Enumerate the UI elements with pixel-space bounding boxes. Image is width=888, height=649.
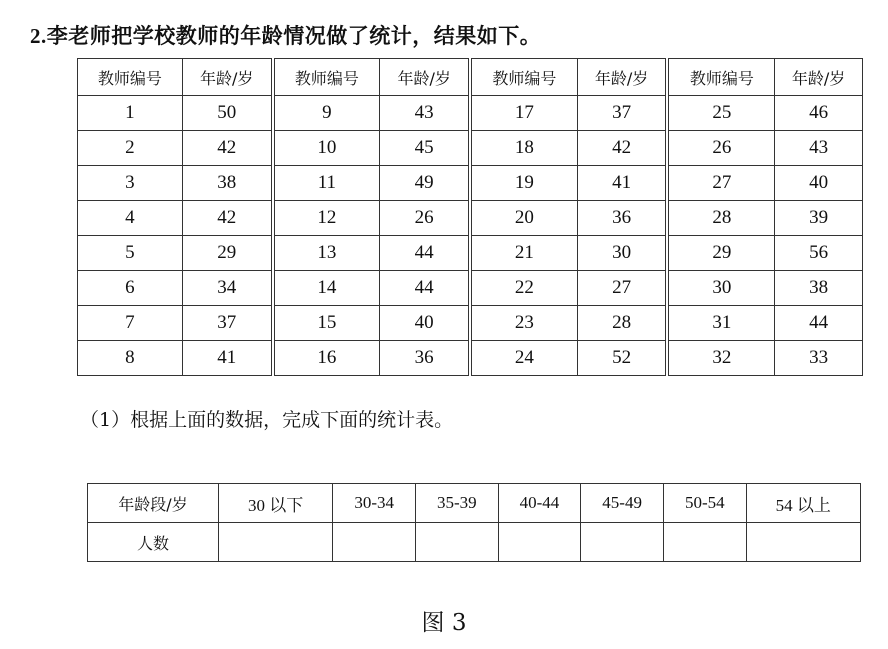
teacher-id-cell: 15 — [273, 306, 380, 341]
table-row — [78, 201, 863, 236]
age-cell: 46 — [775, 96, 863, 131]
age-range-cell: 30 以下 — [219, 484, 333, 523]
age-range-row — [88, 484, 861, 523]
teacher-id-cell: 3 — [78, 166, 183, 201]
teacher-id-cell: 31 — [667, 306, 774, 341]
age-cell: 52 — [577, 341, 667, 376]
teacher-id-cell: 27 — [667, 166, 774, 201]
table-row — [78, 131, 863, 166]
age-range-label: 年龄段/岁 — [88, 484, 219, 523]
teacher-id-cell: 17 — [470, 96, 577, 131]
question-number: 2. — [30, 24, 47, 48]
teacher-id-cell: 13 — [273, 236, 380, 271]
age-cell: 29 — [182, 236, 272, 271]
count-cell[interactable] — [333, 523, 416, 562]
age-cell: 39 — [775, 201, 863, 236]
teacher-id-cell: 24 — [470, 341, 577, 376]
teacher-id-cell: 6 — [78, 271, 183, 306]
age-statistics-table — [87, 483, 861, 562]
age-range-cell: 54 以上 — [746, 484, 860, 523]
header-teacher-id: 教师编号 — [273, 59, 380, 96]
age-range-cell: 45-49 — [581, 484, 664, 523]
age-cell: 44 — [775, 306, 863, 341]
count-cell[interactable] — [746, 523, 860, 562]
age-cell: 42 — [577, 131, 667, 166]
teacher-id-cell: 23 — [470, 306, 577, 341]
header-age: 年龄/岁 — [775, 59, 863, 96]
teacher-id-cell: 5 — [78, 236, 183, 271]
age-cell: 41 — [577, 166, 667, 201]
teacher-id-cell: 2 — [78, 131, 183, 166]
count-cell[interactable] — [581, 523, 664, 562]
age-cell: 44 — [380, 271, 470, 306]
table-row — [78, 96, 863, 131]
age-cell: 28 — [577, 306, 667, 341]
age-cell: 40 — [380, 306, 470, 341]
table-row — [78, 271, 863, 306]
age-cell: 44 — [380, 236, 470, 271]
age-cell: 27 — [577, 271, 667, 306]
age-range-cell: 50-54 — [663, 484, 746, 523]
age-cell: 42 — [182, 131, 272, 166]
count-cell[interactable] — [219, 523, 333, 562]
age-cell: 37 — [577, 96, 667, 131]
teacher-id-cell: 7 — [78, 306, 183, 341]
teacher-id-cell: 11 — [273, 166, 380, 201]
count-cell[interactable] — [415, 523, 498, 562]
header-teacher-id: 教师编号 — [470, 59, 577, 96]
age-cell: 33 — [775, 341, 863, 376]
teacher-id-cell: 14 — [273, 271, 380, 306]
teacher-id-cell: 19 — [470, 166, 577, 201]
count-row — [88, 523, 861, 562]
teacher-age-table — [77, 58, 863, 376]
table-row — [78, 341, 863, 376]
teacher-id-cell: 30 — [667, 271, 774, 306]
table-header-row — [78, 59, 863, 96]
header-age: 年龄/岁 — [577, 59, 667, 96]
question-text: 李老师把学校教师的年龄情况做了统计，结果如下。 — [46, 23, 542, 48]
age-cell: 40 — [775, 166, 863, 201]
teacher-id-cell: 26 — [667, 131, 774, 166]
table-row — [78, 166, 863, 201]
age-cell: 45 — [380, 131, 470, 166]
age-cell: 50 — [182, 96, 272, 131]
teacher-id-cell: 32 — [667, 341, 774, 376]
age-cell: 49 — [380, 166, 470, 201]
teacher-id-cell: 16 — [273, 341, 380, 376]
age-cell: 36 — [577, 201, 667, 236]
table-row — [78, 306, 863, 341]
question-title — [30, 20, 541, 50]
header-teacher-id: 教师编号 — [78, 59, 183, 96]
age-range-cell: 35-39 — [415, 484, 498, 523]
count-cell[interactable] — [663, 523, 746, 562]
teacher-id-cell: 21 — [470, 236, 577, 271]
teacher-id-cell: 28 — [667, 201, 774, 236]
age-cell: 56 — [775, 236, 863, 271]
header-age: 年龄/岁 — [380, 59, 470, 96]
teacher-id-cell: 9 — [273, 96, 380, 131]
teacher-id-cell: 1 — [78, 96, 183, 131]
teacher-id-cell: 29 — [667, 236, 774, 271]
teacher-id-cell: 8 — [78, 341, 183, 376]
header-teacher-id: 教师编号 — [667, 59, 774, 96]
table-row — [78, 236, 863, 271]
age-cell: 36 — [380, 341, 470, 376]
teacher-id-cell: 20 — [470, 201, 577, 236]
age-cell: 41 — [182, 341, 272, 376]
age-cell: 38 — [182, 166, 272, 201]
age-cell: 43 — [775, 131, 863, 166]
teacher-id-cell: 22 — [470, 271, 577, 306]
age-cell: 43 — [380, 96, 470, 131]
count-label: 人数 — [88, 523, 219, 562]
teacher-id-cell: 12 — [273, 201, 380, 236]
age-cell: 30 — [577, 236, 667, 271]
teacher-id-cell: 25 — [667, 96, 774, 131]
header-age: 年龄/岁 — [182, 59, 272, 96]
teacher-id-cell: 10 — [273, 131, 380, 166]
age-cell: 37 — [182, 306, 272, 341]
figure-caption: 图 3 — [421, 610, 467, 636]
sub-question: （1）根据上面的数据，完成下面的统计表。 — [80, 409, 454, 431]
age-cell: 34 — [182, 271, 272, 306]
age-cell: 38 — [775, 271, 863, 306]
age-cell: 26 — [380, 201, 470, 236]
age-range-cell: 30-34 — [333, 484, 416, 523]
teacher-id-cell: 18 — [470, 131, 577, 166]
age-cell: 42 — [182, 201, 272, 236]
teacher-id-cell: 4 — [78, 201, 183, 236]
age-range-cell: 40-44 — [498, 484, 581, 523]
count-cell[interactable] — [498, 523, 581, 562]
